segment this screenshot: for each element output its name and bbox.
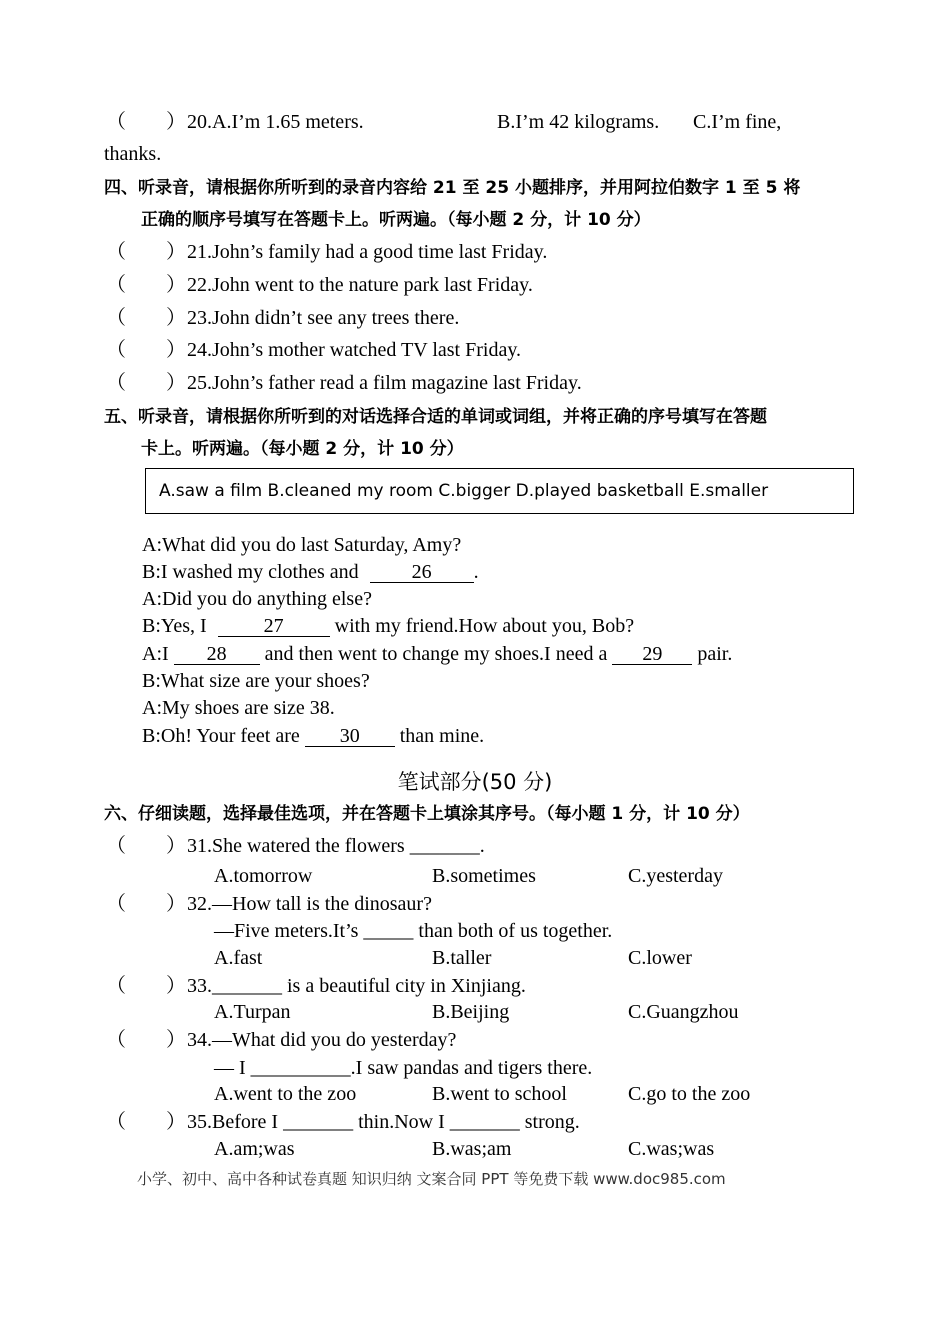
q34-option-b: B.went to school	[432, 1083, 567, 1105]
dialogue-line-7: A:My shoes are size 38.	[142, 697, 335, 719]
q20-stem: 20.A.I’m 1.65 meters.	[187, 111, 364, 133]
q31-option-c: C.yesterday	[628, 865, 723, 887]
q35-paren: （ ）	[106, 1111, 186, 1133]
footer-watermark: 小学、初中、高中各种试卷真题 知识归纳 文案合同 PPT 等免费下载 www.doc985.com	[137, 1170, 726, 1188]
q25-paren: （ ）	[106, 372, 186, 394]
dialogue-line-5-text: A:I	[142, 643, 169, 665]
q25-text: 25.John’s father read a film magazine last Friday.	[187, 372, 582, 394]
section4-instruction-1: 四、听录音，请根据你所听到的录音内容给 21 至 25 小题排序，并用阿拉伯数字 1 至 5 将	[104, 178, 801, 198]
dialogue-line-4	[142, 614, 634, 638]
q21-text: 21.John’s family had a good time last Friday.	[187, 241, 548, 263]
q35-option-c: C.was;was	[628, 1138, 715, 1160]
q34-option-c: C.go to the zoo	[628, 1083, 751, 1105]
q31-stem: 31.She watered the flowers _______.	[187, 835, 485, 857]
q23-text: 23.John didn’t see any trees there.	[187, 307, 460, 329]
dialogue-line-4-text: B:Yes, I	[142, 615, 207, 637]
q24-text: 24.John’s mother watched TV last Friday.	[187, 339, 522, 361]
blank-30: 30	[305, 726, 395, 747]
dialogue-line-2-end: .	[473, 561, 479, 583]
blank-26: 26	[370, 562, 474, 583]
q22-text: 22.John went to the nature park last Friday.	[187, 274, 533, 296]
q23-paren: （ ）	[106, 307, 186, 329]
q20-continuation: thanks.	[104, 143, 162, 165]
q33-option-b: B.Beijing	[432, 1001, 510, 1023]
section5-instruction-2: 卡上。听两遍。（每小题 2 分，计 10 分）	[141, 439, 464, 459]
q32-paren: （ ）	[106, 893, 186, 915]
q32-option-a: A.fast	[214, 947, 263, 969]
q34-stem-2: — I __________.I saw pandas and tigers there.	[214, 1057, 593, 1079]
blank-28: 28	[174, 644, 260, 665]
written-part-title: 笔试部分(50 分)	[397, 770, 553, 794]
q33-stem: 33._______ is a beautiful city in Xinjiang.	[187, 975, 526, 997]
q31-paren: （ ）	[106, 835, 186, 857]
q32-option-b: B.taller	[432, 947, 492, 969]
blank-29: 29	[612, 644, 692, 665]
dialogue-line-6: B:What size are your shoes?	[142, 670, 370, 692]
q20-option-b: B.I’m 42 kilograms.	[497, 111, 660, 133]
q33-option-a: A.Turpan	[214, 1001, 291, 1023]
q20-paren: （ ）	[106, 111, 186, 133]
q22-paren: （ ）	[106, 274, 186, 296]
dialogue-line-8-end: than mine.	[399, 725, 485, 747]
section4-instruction-2: 正确的顺序号填写在答题卡上。听两遍。（每小题 2 分，计 10 分）	[141, 210, 651, 230]
dialogue-line-8-text: B:Oh! Your feet are	[142, 725, 300, 747]
dialogue-line-5-mid: and then went to change my shoes.I need a	[264, 643, 608, 665]
q32-option-c: C.lower	[628, 947, 692, 969]
dialogue-line-5	[142, 642, 732, 666]
q33-paren: （ ）	[106, 975, 186, 997]
q32-stem: 32.—How tall is the dinosaur?	[187, 893, 432, 915]
q21-paren: （ ）	[106, 241, 186, 263]
q35-option-a: A.am;was	[214, 1138, 295, 1160]
dialogue-line-5-end: pair.	[697, 643, 733, 665]
section5-instruction-1: 五、听录音，请根据你所听到的对话选择合适的单词或词组，并将正确的序号填写在答题	[104, 407, 767, 427]
q31-option-a: A.tomorrow	[214, 865, 313, 887]
section6-instruction: 六、仔细读题，选择最佳选项，并在答题卡上填涂其序号。（每小题 1 分，计 10 分）	[104, 804, 750, 824]
word-bank-box: A.saw a film B.cleaned my room C.bigger D.played basketball E.smaller	[145, 468, 854, 514]
q31-option-b: B.sometimes	[432, 865, 536, 887]
q35-option-b: B.was;am	[432, 1138, 512, 1160]
dialogue-line-4-end: with my friend.How about you, Bob?	[334, 615, 635, 637]
q35-stem: 35.Before I _______ thin.Now I _______ strong.	[187, 1111, 580, 1133]
q33-option-c: C.Guangzhou	[628, 1001, 739, 1023]
q24-paren: （ ）	[106, 339, 186, 361]
q32-stem-2: —Five meters.It’s _____ than both of us together.	[214, 920, 613, 942]
dialogue-line-2	[142, 560, 479, 584]
q20-option-c: C.I’m fine,	[693, 111, 782, 133]
blank-27: 27	[218, 616, 330, 637]
dialogue-line-3: A:Did you do anything else?	[142, 588, 372, 610]
dialogue-line-1: A:What did you do last Saturday, Amy?	[142, 534, 462, 556]
q34-option-a: A.went to the zoo	[214, 1083, 357, 1105]
q34-paren: （ ）	[106, 1029, 186, 1051]
q34-stem: 34.—What did you do yesterday?	[187, 1029, 457, 1051]
dialogue-line-8	[142, 724, 484, 748]
dialogue-line-2-text: B:I washed my clothes and	[142, 561, 359, 583]
